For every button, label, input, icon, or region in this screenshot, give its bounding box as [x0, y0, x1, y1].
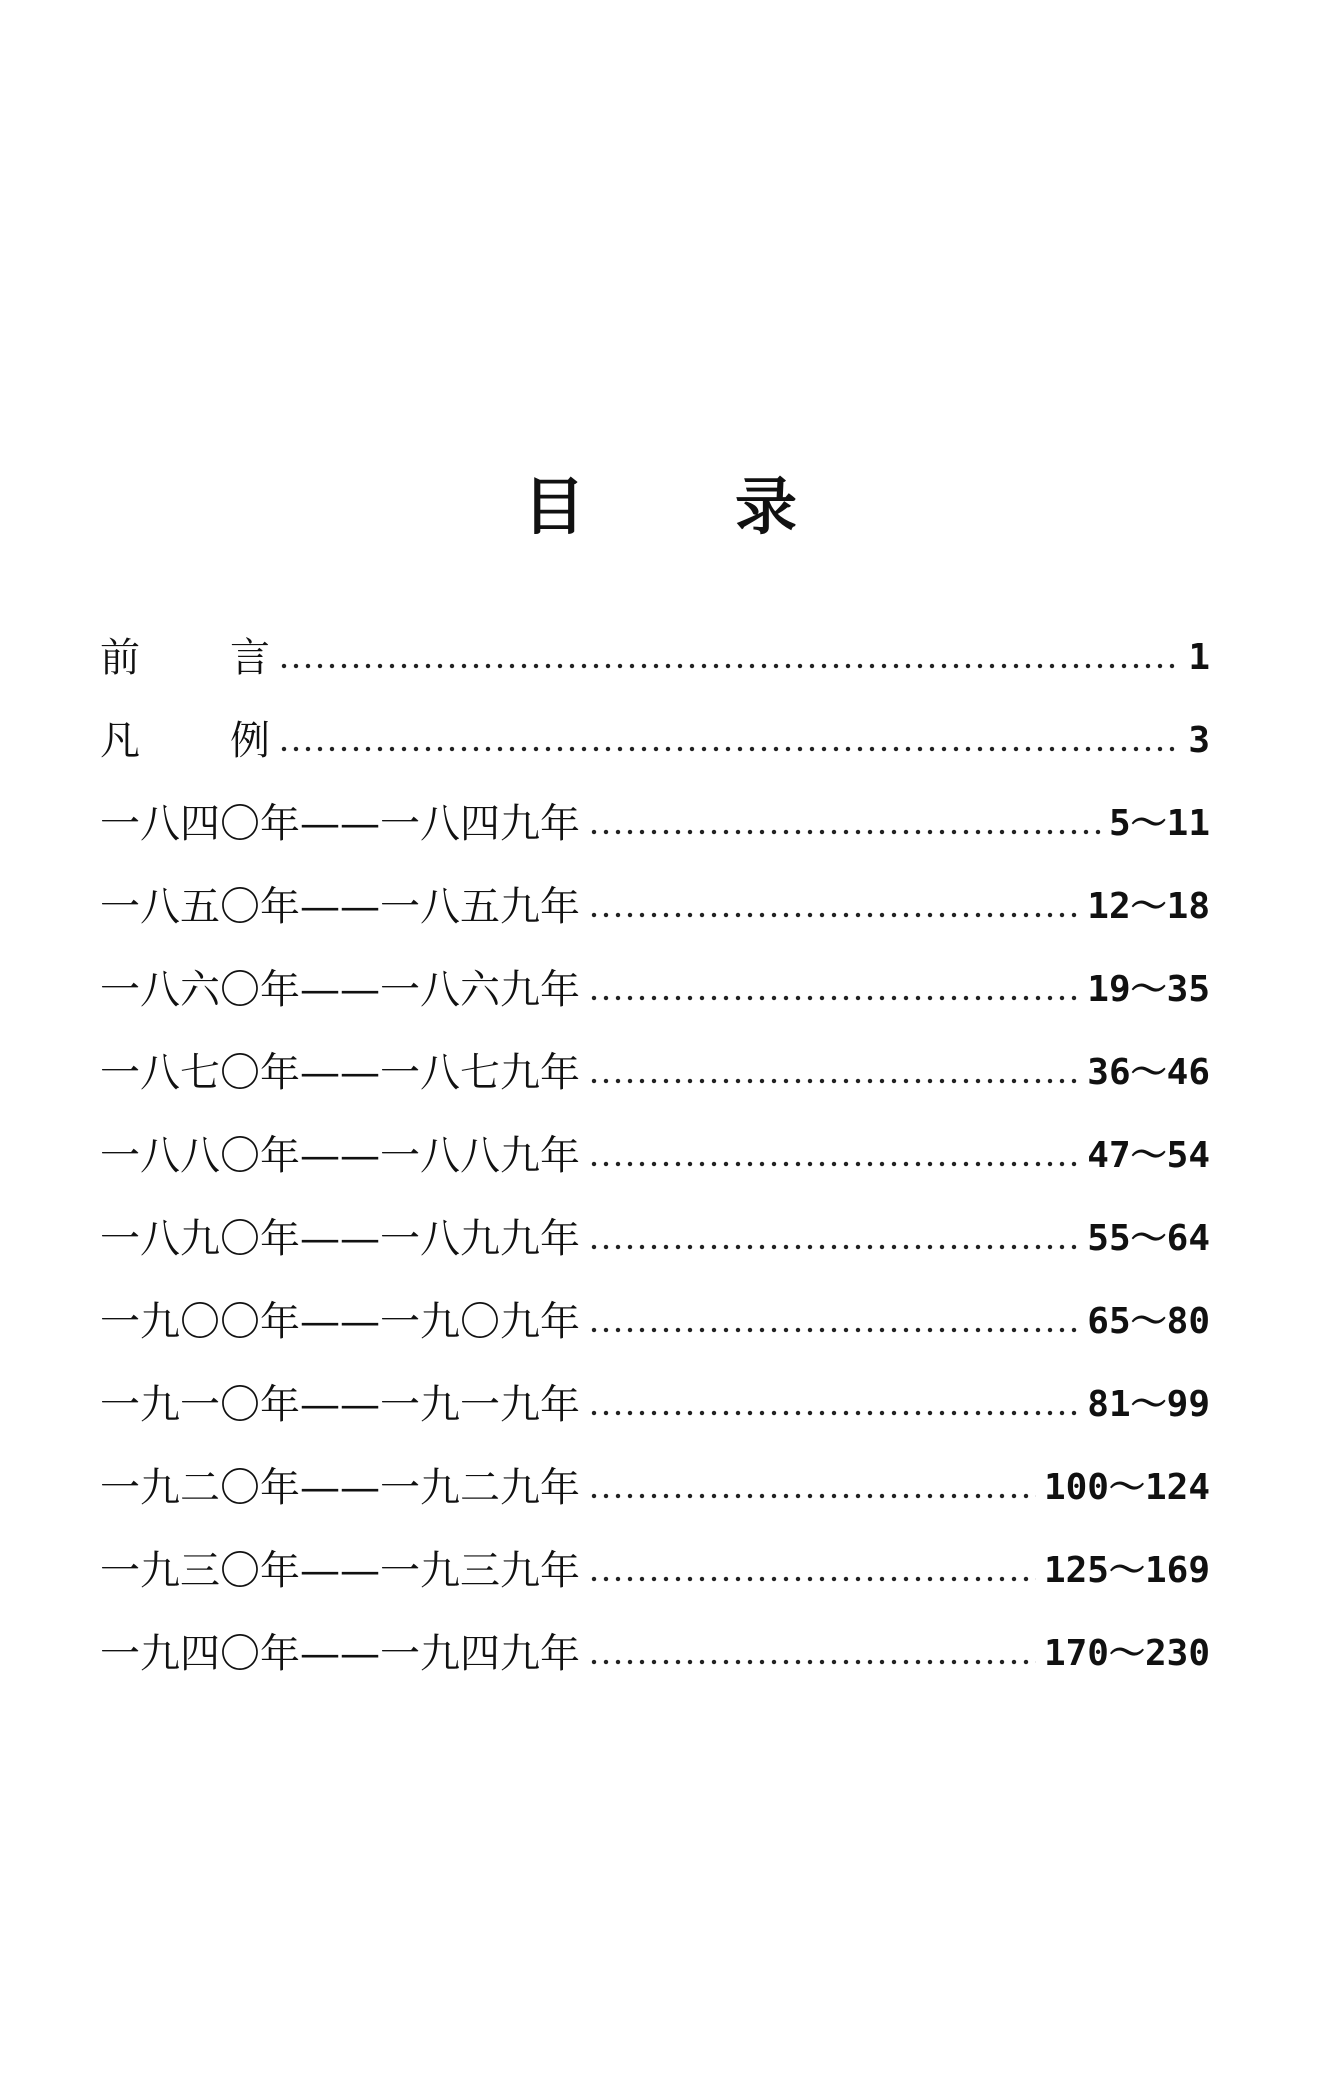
dot-leader — [588, 1407, 1079, 1419]
title-char-1: 目 — [522, 469, 585, 543]
toc-entry-1910s[interactable] — [100, 1352, 1210, 1435]
toc-entry-1920s[interactable] — [100, 1435, 1210, 1518]
toc-entry-1940s[interactable] — [100, 1601, 1210, 1684]
toc-entry-1930s[interactable] — [100, 1518, 1210, 1601]
dot-leader — [588, 1158, 1079, 1170]
toc-page-number: 170～230 — [1043, 1633, 1210, 1674]
toc-entry-1890s[interactable] — [100, 1186, 1210, 1269]
toc-page-number: 5～11 — [1108, 803, 1210, 844]
toc-entry-1840s[interactable] — [100, 771, 1210, 854]
toc-label — [100, 628, 270, 688]
toc-page-number: 125～169 — [1043, 1550, 1210, 1591]
toc-label-char: 凡 — [100, 718, 140, 764]
dot-leader — [588, 1075, 1079, 1087]
toc-entry-1860s[interactable] — [100, 937, 1210, 1020]
toc-label: 一九四〇年——一九四九年 — [100, 1631, 580, 1677]
toc-label: 一八六〇年——一八六九年 — [100, 967, 580, 1013]
dot-leader — [588, 1573, 1036, 1585]
toc-page-number: 1 — [1188, 637, 1210, 678]
toc-entry-preface[interactable] — [100, 605, 1210, 688]
page-title — [0, 467, 1320, 547]
toc-label-char: 言 — [230, 635, 270, 681]
toc-page-number: 36～46 — [1087, 1052, 1210, 1093]
dot-leader — [278, 660, 1180, 672]
toc-page-number: 65～80 — [1087, 1301, 1210, 1342]
table-of-contents — [100, 605, 1210, 1684]
toc-page-number: 19～35 — [1087, 969, 1210, 1010]
dot-leader — [588, 1656, 1036, 1668]
toc-entry-1850s[interactable] — [100, 854, 1210, 937]
toc-page-number: 81～99 — [1087, 1384, 1210, 1425]
toc-page-number: 12～18 — [1087, 886, 1210, 927]
toc-label: 一九一〇年——一九一九年 — [100, 1382, 580, 1428]
toc-label: 一八四〇年——一八四九年 — [100, 801, 580, 847]
toc-entry-1870s[interactable] — [100, 1020, 1210, 1103]
toc-label: 一八五〇年——一八五九年 — [100, 884, 580, 930]
toc-label: 一九二〇年——一九二九年 — [100, 1465, 580, 1511]
toc-page-number: 100～124 — [1043, 1467, 1210, 1508]
toc-label: 一九三〇年——一九三九年 — [100, 1548, 580, 1594]
toc-entry-1880s[interactable] — [100, 1103, 1210, 1186]
toc-page-number: 55～64 — [1087, 1218, 1210, 1259]
toc-label: 一八九〇年——一八九九年 — [100, 1216, 580, 1262]
title-char-2: 录 — [735, 469, 798, 543]
toc-label-char: 例 — [230, 718, 270, 764]
dot-leader — [588, 1241, 1079, 1253]
toc-label: 一八七〇年——一八七九年 — [100, 1050, 580, 1096]
dot-leader — [588, 992, 1079, 1004]
dot-leader — [588, 909, 1079, 921]
toc-page-number: 3 — [1188, 720, 1210, 761]
dot-leader — [278, 743, 1180, 755]
dot-leader — [588, 1324, 1079, 1336]
toc-label-char: 前 — [100, 635, 140, 681]
toc-entry-conventions[interactable] — [100, 688, 1210, 771]
toc-label — [100, 711, 270, 771]
toc-page-number: 47～54 — [1087, 1135, 1210, 1176]
dot-leader — [588, 1490, 1036, 1502]
toc-label: 一九〇〇年——一九〇九年 — [100, 1299, 580, 1345]
toc-entry-1900s[interactable] — [100, 1269, 1210, 1352]
dot-leader — [588, 826, 1101, 838]
toc-label: 一八八〇年——一八八九年 — [100, 1133, 580, 1179]
